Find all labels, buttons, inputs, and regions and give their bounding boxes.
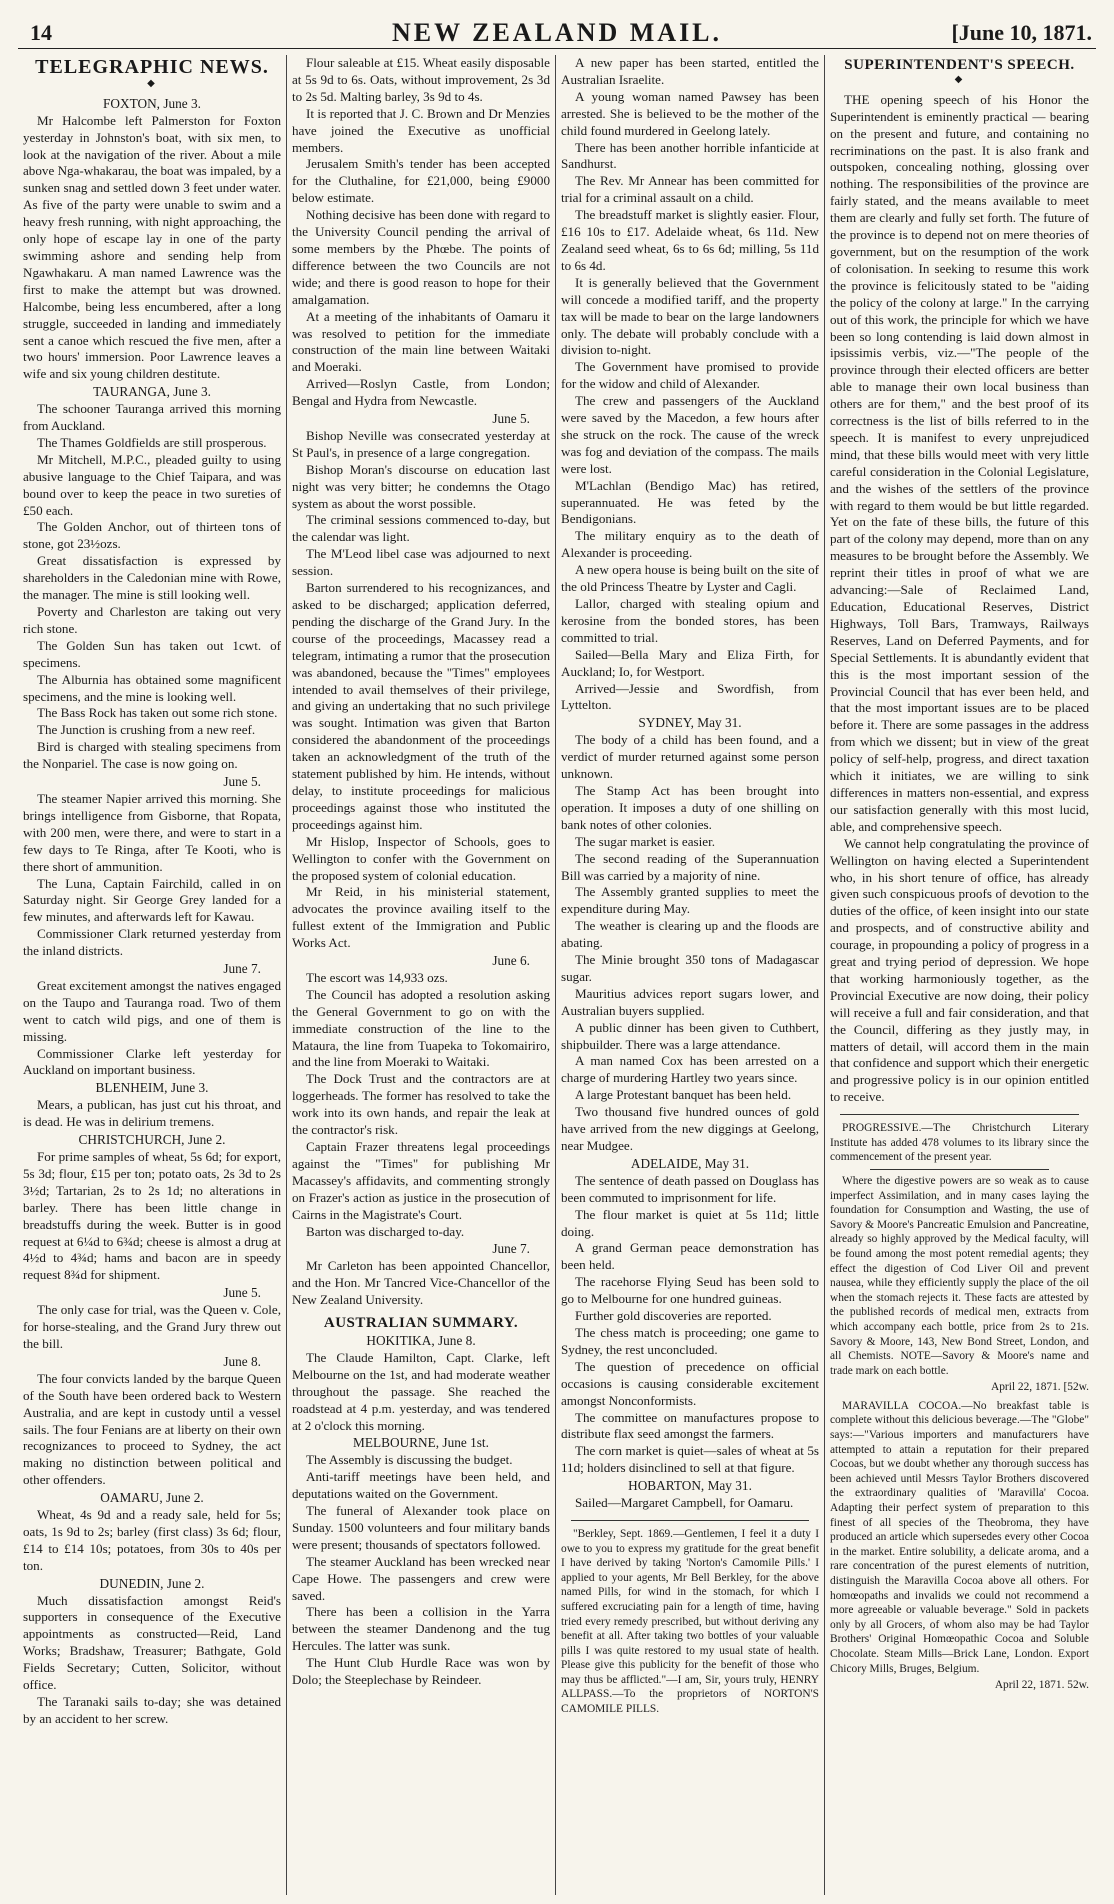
news-paragraph: The body of a child has been found, and a verdict of murder returned against some person unknown. xyxy=(561,732,819,782)
news-paragraph: Mr Reid, in his ministerial statement, advocates the province availing itself to the fullest extent of the Immigration and Public Works Act. xyxy=(292,884,550,951)
page-number: 14 xyxy=(30,20,52,45)
column-3-body xyxy=(561,55,819,1512)
news-paragraph: M'Lachlan (Bendigo Mac) has retired, superannuated. He was feted by the Bendigonians. xyxy=(561,477,819,527)
divider xyxy=(840,1114,1079,1115)
ornament-icon: ◆ xyxy=(147,77,157,89)
news-paragraph: The chess match is proceeding; one game to Sydney, the rest unconcluded. xyxy=(561,1324,819,1357)
news-paragraph: A young woman named Pawsey has been arrested. She is believed to be the mother of the child found murdered in Geelong lately. xyxy=(561,88,819,138)
column-1 xyxy=(18,55,287,1895)
news-paragraph: Flour saleable at £15. Wheat easily disposable at 5s 9d to 6s. Oats, without improvement, 2s 3d to 2s 5d. Malting barley, 3s 9d to 4s. xyxy=(292,55,550,104)
dateline: June 8. xyxy=(223,1353,261,1369)
news-paragraph: The question of precedence on official occasions is causing considerable excitement amongst Nonconformists. xyxy=(561,1358,819,1408)
news-paragraph: It is generally believed that the Government will concede a modified tariff, and the property tax will be made to bear on the large landowners only. The debate will probably conclude with a division to-night. xyxy=(561,274,819,358)
news-paragraph: The breadstuff market is slightly easier. Flour, £16 10s to £17. Adelaide wheat, 6s 11d. New Zealand seed wheat, 6s to 6s 6d; milling, 5s 11d to 6s 4d. xyxy=(561,207,819,273)
news-paragraph: The military enquiry as to the death of Alexander is proceeding. xyxy=(561,528,819,561)
column-3 xyxy=(556,55,825,1895)
dateline: SYDNEY, May 31. xyxy=(638,715,742,731)
news-paragraph: The Council has adopted a resolution asking the General Government to go on with the immediate construction of the line to the Mataura, the line from Tuapeka to Tokomairiro, and the line from Moeraki to Waitaki. xyxy=(292,986,550,1070)
column-4 xyxy=(825,55,1094,1895)
news-paragraph: The Alburnia has obtained some magnificent specimens, and the mine is looking well. xyxy=(23,671,281,704)
news-paragraph: Barton was discharged to-day. xyxy=(306,1223,465,1239)
news-paragraph: The Stamp Act has been brought into operation. It imposes a duty of one shilling on bank notes of other colonies. xyxy=(561,782,819,832)
news-paragraph: The racehorse Flying Seud has been sold to go to Melbourne for one hundred guineas. xyxy=(561,1274,819,1307)
news-paragraph: The Rev. Mr Annear has been committed for trial for a criminal assault on a child. xyxy=(561,173,819,206)
news-paragraph: The Minie brought 350 tons of Madagascar sugar. xyxy=(561,952,819,984)
news-paragraph: The sentence of death passed on Douglass has been commuted to imprisonment for life. xyxy=(561,1172,819,1205)
news-paragraph: Sailed—Margaret Campbell, for Oamaru. xyxy=(575,1495,794,1511)
news-paragraph: Mr Mitchell, M.P.C., pleaded guilty to using abusive language to the Chief Taipara, and was bound over to keep the peace in two sureties of £50 each. xyxy=(23,451,281,518)
news-paragraph: Barton surrendered to his recognizances, and asked to be discharged; application deferred, pending the discharge of the Grand Jury. In the course of the proceedings, Macassey read a telegram, intimating a rumor that the prosecution was abandoned, because the "Times" employees intended to avail themselves of their privilege, and giving an undertaking that no such privilege was sought. Intimation was given that Barton considered the abandonment of the proceedings taken an acknowledgment of the truth of the statement published by him. He intends, without delay, to institute proceedings for malicious proceedings against those who instituted the proceedings against him. xyxy=(292,580,550,832)
news-paragraph: Poverty and Charleston are taking out very rich stone. xyxy=(23,604,281,636)
maravilla-cocoa-advert: MARAVILLA COCOA.—No breakfast table is complete without this delicious beverage.—The "Globe" says:—"Various importers and manufacturers have attempted to attain a reputation for their prepared Cocoas, but we doubt whether any thorough success has been achieved until Messrs Taylor Brothers discovered the extraordinary qualities of 'Maravilla' Cocoa. Adapting their perfect system of preparation to this finest of all species of the Theobroma, they have produced an article which supersedes every other Cocoa in the market. Entire solubility, a delicate aroma, and a rare concentration of the purest elements of nutrition, distinguish the Maravilla Cocoa above all others. For homœopaths and invalids we could not recommend a more agreeable or valuable beverage." Sold in packets only by all Grocers, of whom also may be had Taylor Brothers' Original Homœopathic Cocoa and Soluble Chocolate. Steam Mills—Brick Lane, London. Export Chicory Mills, Bruges, Belgium. xyxy=(830,1399,1089,1675)
news-paragraph: Much dissatisfaction amongst Reid's supporters in consequence of the Executive appointments as constructed—Reid, Land Works; Bradshaw, Treasurer; Bathgate, Gold Fields Secretary; Cutten, Solicitor, without office. xyxy=(23,1592,281,1693)
dateline: TAURANGA, June 3. xyxy=(93,384,211,400)
advert-date: April 22, 1871. [52w. xyxy=(991,1381,1089,1394)
news-paragraph: Jerusalem Smith's tender has been accepted for the Cluthaline, for £21,000, being £9000 below estimate. xyxy=(292,156,550,206)
dateline: June 5. xyxy=(492,411,530,427)
news-paragraph: At a meeting of the inhabitants of Oamaru it was resolved to petition for the immediate construction of the main line between Waitaki and Moeraki. xyxy=(292,308,550,375)
news-paragraph: For prime samples of wheat, 5s 6d; for export, 5s 3d; flour, £15 per ton; potato oats, 2s 3d to 2s 3½d; Tartarian, 2s to 2s 1d; no alterations in barley. There has been little change in breadstuffs during the week. Butter is in good request at 6¼d to 6¾d; cheese is almost a drug at 4½d to 4¾d; hams and bacon are in speedy request 8¾d for shipment. xyxy=(23,1149,281,1283)
issue-date: [June 10, 1871. xyxy=(951,20,1092,45)
masthead xyxy=(18,14,1096,49)
superintendent-speech-heading: SUPERINTENDENT'S SPEECH. xyxy=(844,57,1075,73)
news-paragraph: Commissioner Clarke left yesterday for Auckland on important business. xyxy=(23,1045,281,1078)
dateline: June 7. xyxy=(492,1241,530,1257)
news-paragraph: The weather is clearing up and the floods are abating. xyxy=(561,918,819,951)
columns xyxy=(18,55,1096,1895)
dateline: ADELAIDE, May 31. xyxy=(630,1155,750,1171)
news-paragraph: The Thames Goldfields are still prosperous. xyxy=(37,434,267,450)
norton-pills-advert xyxy=(561,1527,819,1717)
news-paragraph: Anti-tariff meetings have been held, and deputations waited on the Government. xyxy=(292,1469,550,1502)
news-paragraph: Great excitement amongst the natives engaged on the Taupo and Tauranga road. Two of them went to catch wild pigs, and one of them is missing. xyxy=(23,977,281,1044)
news-paragraph: A new paper has been started, entitled the Australian Israelite. xyxy=(561,55,819,87)
dateline: MELBOURNE, June 1st. xyxy=(353,1435,489,1451)
news-paragraph: The Bass Rock has taken out some rich stone. xyxy=(37,705,278,721)
news-paragraph: A large Protestant banquet has been held. xyxy=(575,1087,792,1103)
dateline: June 5. xyxy=(223,1285,261,1301)
telegraphic-news-heading: TELEGRAPHIC NEWS. xyxy=(35,56,269,78)
news-paragraph: Two thousand five hundred ounces of gold have arrived from the new diggings at Geelong, near Mudgee. xyxy=(561,1104,819,1153)
editorial-paragraph-1: THE opening speech of his Honor the Superintendent is eminently practical — bearing on the present and future, and containing no recriminations on the past. It is also frank and outspoken, concealing nothing, glossing over nothing. The responsibilities of the province are fairly stated, and the means available to meet them are clearly and fully set forth. The future of the province is to depend not on mere theories of government, but on the resumption of the work of colonisation. In seeking to resume this work the province is felicitously stated to be "aiding the policy of the colony at large." In the carrying out of this work, the principle for which we have been so long contending is laid down almost in ipsissimis verbis, viz.—"The people of the province through their elected officers are better able to manage their own local business than others are for them," and the best proof of its correctness is the list of bills referred to in the speech. It is manifest to every unprejudiced mind, that these bills would meet with very little careful consideration in the Colonial Legislature, and the wishes of the settlers of the province with regard to them would be but little regarded. Yet on the fate of these bills, the future of this part of the colony may depend, more than on any measures to be brought before the Assembly. We reprint their titles in proof of what we are advancing:—Sale of Reclaimed Land, Education, Educational Reserves, District Highways, Toll Bars, Tramways, Railways Reserves, Land on Deferred Payments, and for Special Settlements. It is abundantly evident that this is the most important session of the Provincial Council that has ever been held, and that the most important issues are to be placed before it. There are some passages in the address from which we dissent; but in view of the great policy of self-help, progress, and direct taxation which it initiates, we are willing to sink differences in matters non-essential, and express our satisfaction generally with this most lucid, able, and comprehensive speech. xyxy=(830,91,1089,834)
news-paragraph: Further gold discoveries are reported. xyxy=(575,1308,772,1324)
news-paragraph: Mears, a publican, has just cut his throat, and is dead. He was in delirium tremens. xyxy=(23,1097,281,1130)
news-paragraph: The sugar market is easier. xyxy=(575,833,715,849)
news-paragraph: Arrived—Jessie and Swordfish, from Lyttelton. xyxy=(561,680,819,713)
news-paragraph: The escort was 14,933 ozs. xyxy=(306,969,448,985)
news-paragraph: Mauritius advices report sugars lower, and Australian buyers supplied. xyxy=(561,985,819,1018)
newspaper-title: NEW ZEALAND MAIL. xyxy=(391,18,723,47)
dateline: FOXTON, June 3. xyxy=(102,95,201,111)
news-paragraph: Sailed—Bella Mary and Eliza Firth, for Auckland; Io, for Westport. xyxy=(561,646,819,679)
news-paragraph: A grand German peace demonstration has been held. xyxy=(561,1240,819,1273)
news-paragraph: Nothing decisive has been done with regard to the University Council pending the arrival of some members by the Phœbe. The points of difference between the two Councils are not wide; and there is good reason to hope for their amalgamation. xyxy=(292,207,550,307)
advert-text: "Berkley, Sept. 1869.—Gentlemen, I feel it a duty I owe to you to express my gratitude for the great benefit I have derived by taking 'Norton's Camomile Pills.' I applied to your agents, Mr Bell Berkley, for the above named Pills, for wind in the stomach, for which I suffered excruciating pain for a length of time, having tried every remedy prescribed, but without deriving any benefit at all. After taking two bottles of your valuable pills I was quite restored to my usual state of health. Please give this publicity for the benefit of those who may thus be afflicted."—I am, Sir, yours truly, HENRY ALLPASS.—To the proprietors of NORTON'S CAMOMILE PILLS. xyxy=(561,1527,819,1716)
news-paragraph: Bishop Moran's discourse on education last night was very bitter; he condemns the Otago system as about the worst possible. xyxy=(292,461,550,511)
news-paragraph: The committee on manufactures propose to distribute flax seed amongst the farmers. xyxy=(561,1409,819,1442)
australian-summary-heading: AUSTRALIAN SUMMARY. xyxy=(323,1315,519,1332)
news-paragraph: There has been a collision in the Yarra between the steamer Dandenong and the tug Hercules. The latter was sunk. xyxy=(292,1604,550,1654)
divider xyxy=(571,1520,809,1521)
dateline: DUNEDIN, June 2. xyxy=(99,1575,205,1591)
news-paragraph: The Taranaki sails to-day; she was detained by an accident to her screw. xyxy=(23,1694,281,1726)
news-paragraph: The Dock Trust and the contractors are at loggerheads. The former has resolved to take the work into its own hands, and repair the leak at the contractor's risk. xyxy=(292,1071,550,1138)
news-paragraph: The Luna, Captain Fairchild, called in on Saturday night. Sir George Grey landed for a few minutes, and afterwards left for Kawau. xyxy=(23,875,281,925)
dateline: HOBARTON, May 31. xyxy=(628,1478,752,1494)
news-paragraph: The Hunt Club Hurdle Race was won by Dolo; the Steeplechase by Reindeer. xyxy=(292,1655,550,1688)
news-paragraph: The second reading of the Superannuation Bill was carried by a majority of nine. xyxy=(561,850,819,883)
news-paragraph: Captain Frazer threatens legal proceedings against the "Times" for publishing Mr Macassey's affidavits, and commenting strongly on Frazer's action as justice in the prosecution of Cairns in the Magistrate's Court. xyxy=(292,1139,550,1222)
editorial-paragraph-2: We cannot help congratulating the province of Wellington on having elected a Superintendent who, in his short tenure of office, has already given such conspicuous proofs of devotion to the duties of the office, of keen insight into our state and prospects, and of constructive ability and courage, in propounding a policy of progress in a great and trying period of depression. We hope that working harmoniously together, as the Provincial Executive are now doing, their policy will receive a full and fair consideration, and that the Council, differing as they justly may, in matters of detail, will accord them in the main that confidence and support which their energetic and progressive policy is in our opinion entitled to receive. xyxy=(830,835,1089,1105)
news-paragraph: The Assembly is discussing the budget. xyxy=(306,1452,513,1468)
news-paragraph: A public dinner has been given to Cuthbert, shipbuilder. There was a large attendance. xyxy=(561,1019,819,1052)
news-paragraph: The schooner Tauranga arrived this morning from Auckland. xyxy=(23,401,281,434)
news-paragraph: Bishop Neville was consecrated yesterday at St Paul's, in presence of a large congregation. xyxy=(292,427,550,460)
news-paragraph: The Government have promised to provide for the widow and child of Alexander. xyxy=(561,359,819,392)
news-paragraph: The criminal sessions commenced to-day, but the calendar was light. xyxy=(292,512,550,545)
progressive-notice: PROGRESSIVE.—The Christchurch Literary Institute has added 478 volumes to its library since the commencement of the present year. xyxy=(830,1122,1089,1164)
news-paragraph: The corn market is quiet—sales of wheat at 5s 11d; holders disinclined to sell at that figure. xyxy=(561,1443,819,1476)
news-paragraph: The steamer Napier arrived this morning. She brings intelligence from Gisborne, that Ropata, with 200 men, were there, and were to start in a few days to Te Ringa, after Te Kooti, who is there short of ammunition. xyxy=(23,790,281,874)
news-paragraph: It is reported that J. C. Brown and Dr Menzies have joined the Executive as unofficial members. xyxy=(292,105,550,155)
news-paragraph: The four convicts landed by the barque Queen of the South have been ordered back to Western Australia, and are kept in custody until a vessel sails. The four Fenians are at liberty on their own recognizances to proceed to Sydney, the act making no distinction between political and other offenders. xyxy=(23,1370,281,1488)
ornament-icon: ◆ xyxy=(954,73,965,85)
news-paragraph: Commissioner Clark returned yesterday from the inland districts. xyxy=(23,926,281,959)
news-paragraph: Wheat, 4s 9d and a ready sale, held for 5s; oats, 1s 9d to 2s; barley (first class) 3s 6d; flour, £14 to £14 10s; potatoes, from 30s to 40s per ton. xyxy=(23,1507,281,1573)
column-2 xyxy=(287,55,556,1895)
column-2-body xyxy=(292,55,550,1309)
news-paragraph: Mr Hislop, Inspector of Schools, goes to Wellington to confer with the Government on the proposed system of colonial education. xyxy=(292,833,550,883)
column-2-body-2 xyxy=(292,1333,550,1689)
news-paragraph: Bird is charged with stealing specimens from the Nonpariel. The case is now going on. xyxy=(23,739,281,772)
news-paragraph: A new opera house is being built on the site of the old Princess Theatre by Lyster and Cagli. xyxy=(561,562,819,595)
news-paragraph: The only case for trial, was the Queen v. Cole, for horse-stealing, and the Grand Jury threw out the bill. xyxy=(23,1302,281,1351)
advertisements xyxy=(830,1121,1089,1693)
news-paragraph: Arrived—Roslyn Castle, from London; Bengal and Hydra from Newcastle. xyxy=(292,376,550,409)
news-paragraph: Great dissatisfaction is expressed by shareholders in the Caledonian mine with Rowe, the manager. The mine is still looking well. xyxy=(23,553,281,603)
dateline: June 5. xyxy=(223,774,261,790)
dateline: OAMARU, June 2. xyxy=(100,1490,204,1506)
news-paragraph: The Junction is crushing from a new reef. xyxy=(37,722,256,738)
news-paragraph: There has been another horrible infanticide at Sandhurst. xyxy=(561,139,819,172)
dateline: BLENHEIM, June 3. xyxy=(95,1080,209,1096)
news-paragraph: The steamer Auckland has been wrecked near Cape Howe. The passengers and crew were saved. xyxy=(292,1553,550,1603)
dateline: June 6. xyxy=(492,953,530,969)
news-paragraph: A man named Cox has been arrested on a charge of murdering Hartley two years since. xyxy=(561,1053,819,1086)
dateline: HOKITIKA, June 8. xyxy=(366,1332,476,1348)
news-paragraph: The crew and passengers of the Auckland were saved by the Macedon, a few hours after she struck on the rock. The cause of the wreck was fog and deviation of the compass. The mails were lost. xyxy=(561,393,819,476)
dateline: CHRISTCHURCH, June 2. xyxy=(78,1132,226,1148)
news-paragraph: The Assembly granted supplies to meet the expenditure during May. xyxy=(561,884,819,917)
news-paragraph: The M'Leod libel case was adjourned to next session. xyxy=(292,546,550,579)
advert-date: April 22, 1871. 52w. xyxy=(994,1679,1089,1692)
divider xyxy=(870,1169,1049,1170)
news-paragraph: The funeral of Alexander took place on Sunday. 1500 volunteers and four military bands were present; thousands of spectators followed. xyxy=(292,1503,550,1552)
savory-moore-advert: Where the digestive powers are so weak as to cause imperfect Assimilation, and in many cases laying the foundation for Consumption and Wasting, the use of Savory & Moore's Pancreatic Emulsion and Pancreatine, already so highly approved by the Medical faculty, will be found among the most potent remedial agents; they effect the digestion of Cod Liver Oil and prevent nausea, while they efficiently supply the place of the oil when the stomach rejects it. These facts are attested by the published records of medical men, extracts from which accompany each bottle, price from 2s to 21s. Savory & Moore, 143, New Bond Street, London, and all Chemists. NOTE—Savory & Moore's name and trade mark on each bottle. xyxy=(830,1174,1089,1377)
news-paragraph: The Golden Anchor, out of thirteen tons of stone, got 23½ozs. xyxy=(23,519,281,552)
dateline: June 7. xyxy=(223,961,261,977)
news-paragraph: The flour market is quiet at 5s 11d; little doing. xyxy=(561,1206,819,1239)
news-paragraph: The Golden Sun has taken out 1cwt. of specimens. xyxy=(23,637,281,670)
news-paragraph: Mr Carleton has been appointed Chancellor, and the Hon. Mr Tancred Vice-Chancellor of the New Zealand University. xyxy=(292,1258,550,1308)
news-paragraph: Mr Halcombe left Palmerston for Foxton yesterday in Johnston's boat, with six men, to look at the navigation of the river. About a mile above Nga-whakarau, the boat was impaled, by a sunken snag and settled down 3 feet under water. As five of the party were unable to swim and a heavy fresh running, with night approaching, the only hope of escape lay in one of the party swimming ashore and sending help from Ngawhakaru. A man named Lawrence was the first to make the attempt but was drowned. Halcombe, being less encumbered, after a long struggle, succeeded in landing and immediately sent a canoe which rescued the five men, after a two hours' immersion. Poor Lawrence leaves a wife and six young children destitute. xyxy=(23,112,281,382)
news-paragraph: The Claude Hamilton, Capt. Clarke, left Melbourne on the 1st, and had moderate weather throughout the passage. She reached the roadstead at 4 p.m. yesterday, and was tendered at 2 o'clock this morning. xyxy=(292,1349,550,1433)
column-1-body xyxy=(23,96,281,1728)
news-paragraph: Lallor, charged with stealing opium and kerosine from the bonded stores, has been committed to trial. xyxy=(561,596,819,645)
